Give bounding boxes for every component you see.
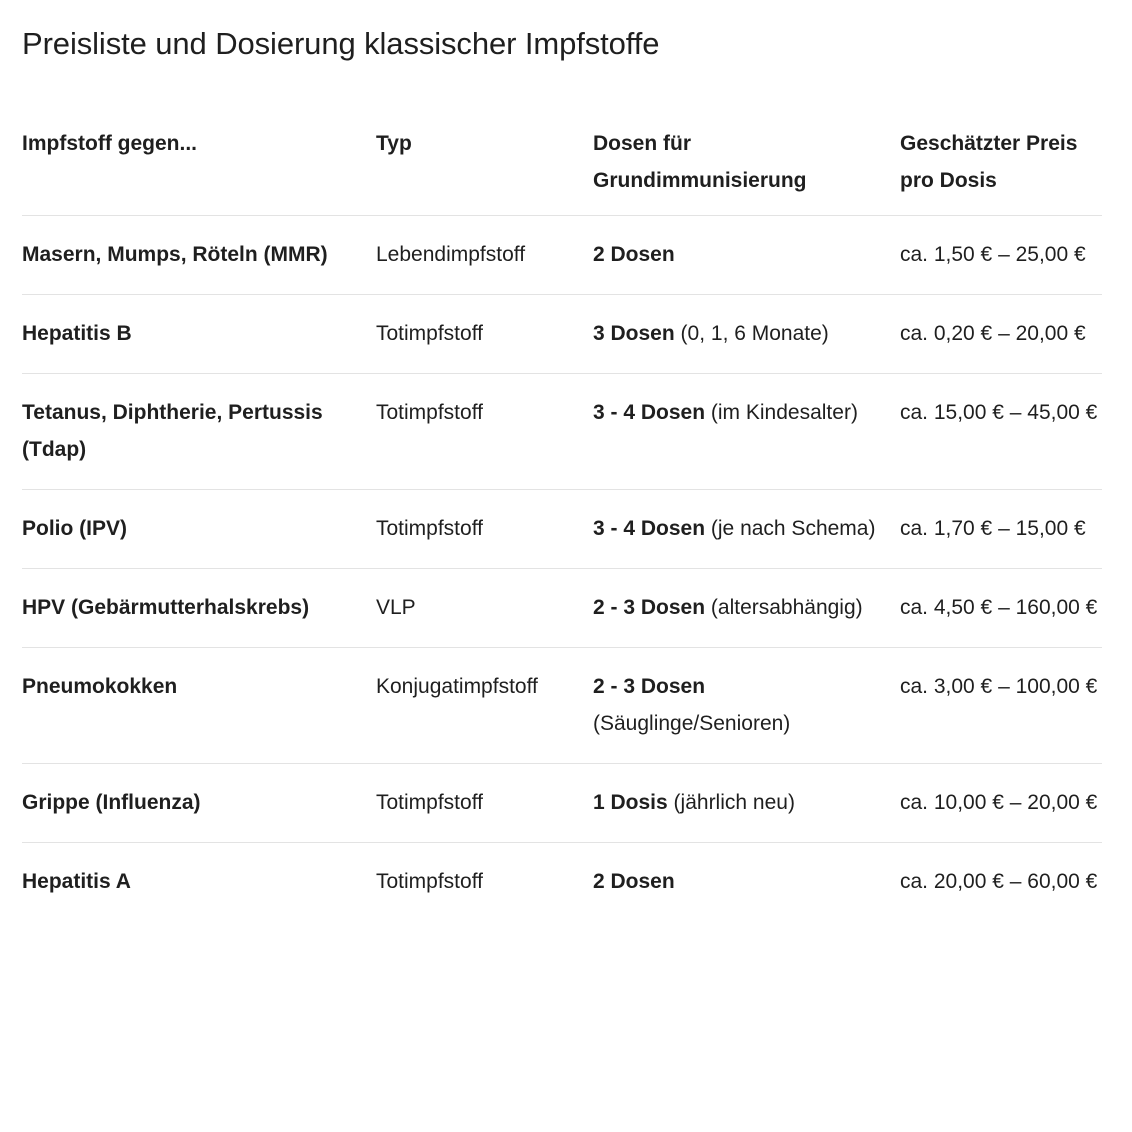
dose-count: 2 - 3 Dosen <box>593 596 706 619</box>
vaccine-cell: Masern, Mumps, Röteln (MMR) <box>22 216 376 295</box>
price-cell: ca. 4,50 € – 160,00 € <box>900 569 1102 648</box>
dose-note: (je nach Schema) <box>710 517 876 540</box>
type-cell: Lebendimpfstoff <box>376 216 593 295</box>
doses-cell <box>593 569 900 648</box>
table-row <box>22 843 1102 922</box>
doses-cell <box>593 490 900 569</box>
dose-count: 3 - 4 Dosen <box>593 517 706 540</box>
dose-count: 1 Dosis <box>593 791 668 814</box>
column-header-price: Geschätzter Preis pro Dosis <box>900 113 1102 216</box>
dose-count: 2 Dosen <box>593 243 675 266</box>
price-cell: ca. 1,50 € – 25,00 € <box>900 216 1102 295</box>
vaccine-cell: Tetanus, Diphtherie, Pertussis (Tdap) <box>22 374 376 490</box>
vaccine-cell: Hepatitis B <box>22 295 376 374</box>
vaccine-cell: Hepatitis A <box>22 870 131 893</box>
table-row <box>22 490 1102 569</box>
table-row <box>22 295 1102 374</box>
vaccine-cell: Grippe (Influenza) <box>22 764 376 843</box>
vaccine-table <box>22 113 1102 921</box>
dose-note: (jährlich neu) <box>673 791 795 814</box>
table-row <box>22 216 1102 295</box>
column-header-type: Typ <box>376 113 593 216</box>
dose-note: (altersabhängig) <box>710 596 863 619</box>
vaccine-cell: HPV (Gebärmutterhalskrebs) <box>22 569 376 648</box>
doses-cell <box>593 216 900 295</box>
type-cell: Konjugatimpfstoff <box>376 648 593 764</box>
type-cell: Totimpfstoff <box>376 490 593 569</box>
table-row <box>22 648 1102 764</box>
dose-note: (im Kindesalter) <box>710 401 858 424</box>
type-cell: Totimpfstoff <box>376 295 593 374</box>
dose-count: 3 - 4 Dosen <box>593 401 706 424</box>
table-row <box>22 764 1102 843</box>
type-cell: Totimpfstoff <box>376 374 593 490</box>
table-row <box>22 374 1102 490</box>
column-header-doses: Dosen für Grundimmunisierung <box>593 113 900 216</box>
vaccine-cell: Pneumokokken <box>22 648 376 764</box>
dose-count: 3 Dosen <box>593 322 675 345</box>
doses-cell <box>593 843 900 922</box>
price-cell: ca. 15,00 € – 45,00 € <box>900 374 1102 490</box>
price-cell: ca. 1,70 € – 15,00 € <box>900 490 1102 569</box>
price-cell: ca. 10,00 € – 20,00 € <box>900 764 1102 843</box>
price-cell: ca. 0,20 € – 20,00 € <box>900 295 1102 374</box>
vaccine-cell: Polio (IPV) <box>22 490 376 569</box>
price-cell: ca. 3,00 € – 100,00 € <box>900 648 1102 764</box>
type-cell: Totimpfstoff <box>376 870 483 893</box>
doses-cell <box>593 374 900 490</box>
page-title: Preisliste und Dosierung klassischer Impfstoffe <box>22 26 660 61</box>
table-row <box>22 569 1102 648</box>
table-body <box>22 216 1102 922</box>
table-header-row <box>22 113 1102 216</box>
column-header-vaccine: Impfstoff gegen... <box>22 113 376 216</box>
dose-note: (Säuglinge/Senioren) <box>593 712 791 735</box>
dose-count: 2 Dosen <box>593 870 675 893</box>
dose-count: 2 - 3 Dosen <box>593 675 706 698</box>
doses-cell <box>593 648 900 764</box>
type-cell: Totimpfstoff <box>376 764 593 843</box>
price-cell: ca. 20,00 € – 60,00 € <box>900 870 1098 893</box>
dose-note: (0, 1, 6 Monate) <box>680 322 829 345</box>
doses-cell <box>593 295 900 374</box>
type-cell: VLP <box>376 569 593 648</box>
doses-cell <box>593 764 900 843</box>
